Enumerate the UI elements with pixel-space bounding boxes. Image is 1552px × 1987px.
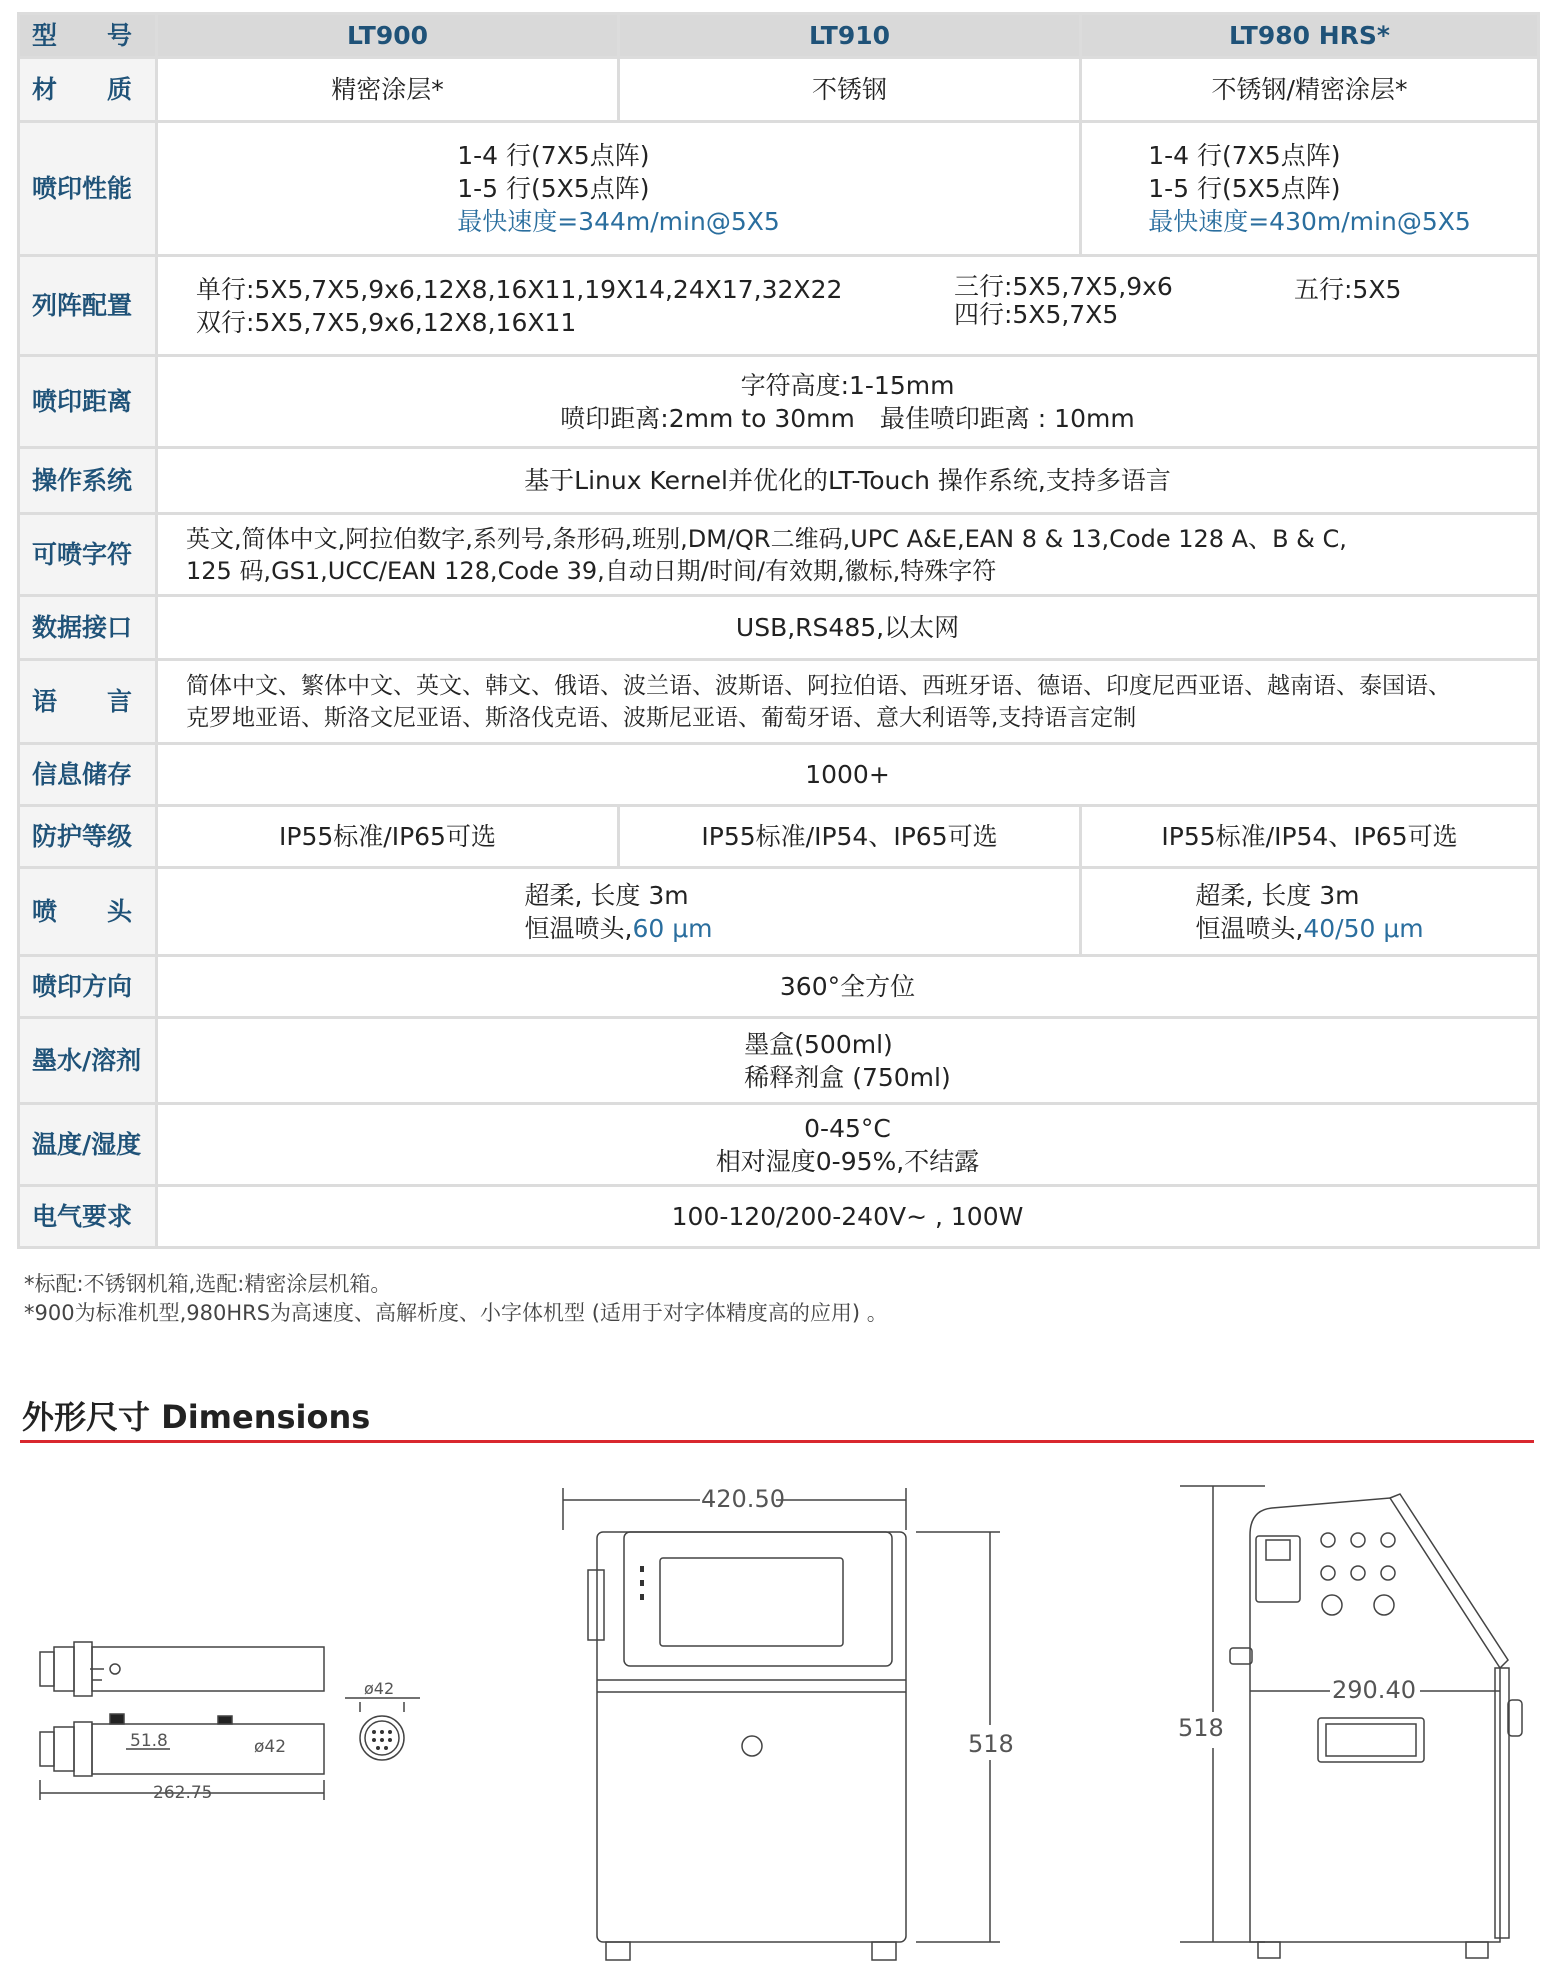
material-lt910: 不锈钢 bbox=[619, 58, 1081, 122]
direction-value: 360°全方位 bbox=[157, 956, 1539, 1018]
row-label-print-perf: 喷印性能 bbox=[19, 122, 157, 256]
printer-front-view bbox=[563, 1488, 1000, 1960]
row-label-model: 型 号 bbox=[19, 14, 157, 58]
front-leds bbox=[640, 1566, 644, 1600]
nozzle-b-line1: 超柔, 长度 3m bbox=[1195, 880, 1360, 910]
nozzle-lt980 bbox=[1081, 868, 1539, 956]
os-value: 基于Linux Kernel并优化的LT-Touch 操作系统,支持多语言 bbox=[157, 448, 1539, 514]
nozzle-a-prefix: 恒温喷头, bbox=[524, 913, 633, 943]
row-label-chars: 可喷字符 bbox=[19, 514, 157, 596]
dim-head-length: 262.75 bbox=[153, 1783, 213, 1803]
row-protection bbox=[19, 806, 1539, 868]
print-perf-a-line1: 1-4 行(7X5点阵) bbox=[457, 141, 650, 170]
footnote-2: *900为标准机型,980HRS为高速度、高解析度、小字体机型 (适用于对字体精度高的应用) 。 bbox=[24, 1301, 888, 1325]
env-line1: 0-45°C bbox=[804, 1113, 891, 1143]
row-label-env: 温度/湿度 bbox=[19, 1104, 157, 1186]
distance-line1: 字符高度:1-15mm bbox=[740, 370, 955, 400]
matrix-five: 五行:5X5 bbox=[1294, 274, 1402, 304]
material-lt980: 不锈钢/精密涂层* bbox=[1081, 58, 1539, 122]
material-lt900: 精密涂层* bbox=[157, 58, 619, 122]
spec-header-row bbox=[19, 14, 1539, 58]
dimensions-drawing bbox=[0, 1460, 1552, 1987]
print-perf-b-speed: 最快速度=430m/min@5X5 bbox=[1148, 207, 1471, 236]
row-power bbox=[19, 1186, 1539, 1248]
row-print-performance bbox=[19, 122, 1539, 256]
model-lt910: LT910 bbox=[619, 14, 1081, 58]
power-value: 100-120/200-240V~ , 100W bbox=[157, 1186, 1539, 1248]
dim-side-height: 518 bbox=[1178, 1714, 1224, 1742]
print-perf-a-speed: 最快速度=344m/min@5X5 bbox=[457, 207, 780, 236]
language-line2: 克罗地亚语、斯洛文尼亚语、斯洛伐克语、波斯尼亚语、葡萄牙语、意大利语等,支持语言定制 bbox=[186, 704, 1137, 731]
row-nozzle bbox=[19, 868, 1539, 956]
protection-lt980: IP55标准/IP54、IP65可选 bbox=[1081, 806, 1539, 868]
row-label-ink: 墨水/溶剂 bbox=[19, 1018, 157, 1104]
row-ink bbox=[19, 1018, 1539, 1104]
print-perf-lt980 bbox=[1081, 122, 1539, 256]
nozzle-b-size: 40/50 μm bbox=[1303, 913, 1424, 943]
nozzle-a-line1: 超柔, 长度 3m bbox=[524, 880, 689, 910]
row-chars bbox=[19, 514, 1539, 596]
dim-front-width: 420.50 bbox=[701, 1485, 785, 1513]
matrix-config bbox=[157, 256, 1539, 356]
env-value bbox=[157, 1104, 1539, 1186]
row-interface bbox=[19, 596, 1539, 660]
nozzle-a-size: 60 μm bbox=[632, 913, 713, 943]
nozzle-lt900-910 bbox=[157, 868, 1081, 956]
row-os bbox=[19, 448, 1539, 514]
ink-line1: 墨盒(500ml) bbox=[744, 1029, 893, 1059]
interface-value: USB,RS485,以太网 bbox=[157, 596, 1539, 660]
row-storage bbox=[19, 744, 1539, 806]
language-line1: 简体中文、繁体中文、英文、韩文、俄语、波兰语、波斯语、阿拉伯语、西班牙语、德语、印度尼西亚语、越南语、泰国语、 bbox=[186, 672, 1451, 699]
matrix-single: 单行:5X5,7X5,9x6,12X8,16X11,19X14,24X17,32X22 bbox=[196, 274, 843, 304]
model-lt900: LT900 bbox=[157, 14, 619, 58]
row-label-material: 材 质 bbox=[19, 58, 157, 122]
dim-end-dia: ø42 bbox=[364, 1679, 395, 1698]
chars-line1: 英文,简体中文,阿拉伯数字,系列号,条形码,班别,DM/QR二维码,UPC A&E,EAN 8 & 13,Code 128 A、B & C, bbox=[186, 524, 1347, 553]
ink-value bbox=[157, 1018, 1539, 1104]
section-title: 外形尺寸 Dimensions bbox=[22, 1398, 371, 1436]
dim-side-depth: 290.40 bbox=[1332, 1676, 1416, 1704]
protection-lt900: IP55标准/IP65可选 bbox=[157, 806, 619, 868]
footnote-1: *标配:不锈钢机箱,选配:精密涂层机箱。 bbox=[24, 1272, 392, 1296]
matrix-four: 四行:5X5,7X5 bbox=[954, 299, 1119, 329]
row-matrix bbox=[19, 256, 1539, 356]
language-value bbox=[157, 660, 1539, 744]
matrix-double: 双行:5X5,7X5,9x6,12X8,16X11 bbox=[196, 307, 577, 337]
protection-lt910: IP55标准/IP54、IP65可选 bbox=[619, 806, 1081, 868]
storage-value: 1000+ bbox=[157, 744, 1539, 806]
distance-line2: 喷印距离:2mm to 30mm 最佳喷印距离 : 10mm bbox=[560, 403, 1135, 433]
chars-value bbox=[157, 514, 1539, 596]
row-language bbox=[19, 660, 1539, 744]
row-label-interface: 数据接口 bbox=[19, 596, 157, 660]
distance-value bbox=[157, 356, 1539, 448]
model-lt980hrs: LT980 HRS* bbox=[1081, 14, 1539, 58]
print-head-drawing bbox=[40, 1642, 420, 1800]
row-material bbox=[19, 58, 1539, 122]
row-label-language: 语 言 bbox=[19, 660, 157, 744]
spec-table bbox=[17, 12, 1540, 1249]
dim-head-dia: ø42 bbox=[254, 1737, 287, 1757]
print-perf-b-line2: 1-5 行(5X5点阵) bbox=[1148, 174, 1341, 203]
print-perf-b-line1: 1-4 行(7X5点阵) bbox=[1148, 141, 1341, 170]
end-view-pattern bbox=[372, 1730, 392, 1750]
row-label-matrix: 列阵配置 bbox=[19, 256, 157, 356]
env-line2: 相对湿度0-95%,不结露 bbox=[715, 1146, 980, 1176]
row-env bbox=[19, 1104, 1539, 1186]
row-direction bbox=[19, 956, 1539, 1018]
matrix-three: 三行:5X5,7X5,9x6 bbox=[954, 271, 1173, 301]
row-label-os: 操作系统 bbox=[19, 448, 157, 514]
printer-side-view bbox=[1180, 1486, 1522, 1958]
ink-line2: 稀释剂盒 (750ml) bbox=[744, 1062, 951, 1092]
row-label-power: 电气要求 bbox=[19, 1186, 157, 1248]
section-divider bbox=[20, 1440, 1534, 1443]
row-label-protection: 防护等级 bbox=[19, 806, 157, 868]
print-perf-a-line2: 1-5 行(5X5点阵) bbox=[457, 174, 650, 203]
nozzle-b-prefix: 恒温喷头, bbox=[1195, 913, 1304, 943]
row-label-nozzle: 喷 头 bbox=[19, 868, 157, 956]
dim-front-height: 518 bbox=[968, 1730, 1014, 1758]
row-distance bbox=[19, 356, 1539, 448]
print-perf-lt900-910 bbox=[157, 122, 1081, 256]
row-label-storage: 信息储存 bbox=[19, 744, 157, 806]
dim-head-51: 51.8 bbox=[130, 1731, 168, 1751]
row-label-distance: 喷印距离 bbox=[19, 356, 157, 448]
row-label-direction: 喷印方向 bbox=[19, 956, 157, 1018]
chars-line2: 125 码,GS1,UCC/EAN 128,Code 39,自动日期/时间/有效期,徽标,特殊字符 bbox=[186, 556, 997, 585]
